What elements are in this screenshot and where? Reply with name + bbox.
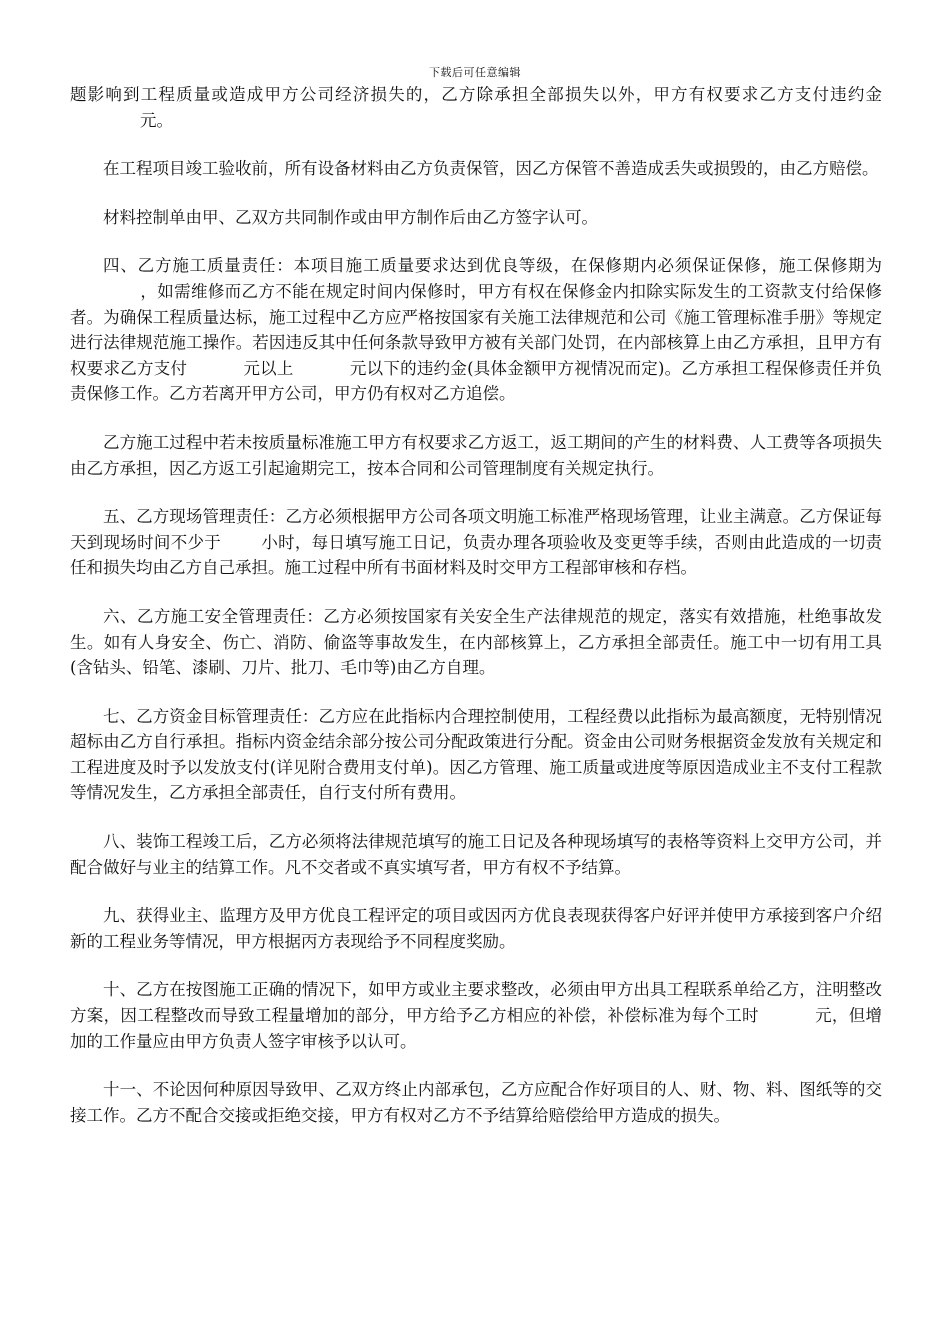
paragraph-rework: 乙方施工过程中若未按质量标准施工甲方有权要求乙方返工，返工期间的产生的材料费、人工费等各项损失由乙方承担，因乙方返工引起逾期完工，按本合同和公司管理制度有关规定执行。 xyxy=(70,432,882,478)
paragraph-text: 元，但增加的工作量应由甲方负责人签字审核予以认可。 xyxy=(70,1006,883,1051)
paragraph-text: 五、乙方现场管理责任：乙方必须根据甲方公司各项文明施工标准严格现场管理，让业主满意。乙方保证每天到现场时间不少于 xyxy=(70,507,882,552)
paragraph-rectification xyxy=(70,977,882,1054)
paragraph-quality-responsibility xyxy=(70,253,882,407)
paragraph-termination: 十一、不论因何种原因导致甲、乙双方终止内部承包，乙方应配合作好项目的人、财、物、料、图纸等的交接工作。乙方不配合交接或拒绝交接，甲方有权对乙方不予结算给赔偿给甲方造成的损失。 xyxy=(70,1080,882,1125)
paragraph-funds-management: 七、乙方资金目标管理责任：乙方应在此指标内合理控制使用，工程经费以此指标为最高额度，无特别情况超标由乙方自行承担。指标内资金结余部分按公司分配政策进行分配。资金由公司财务根据资金发放有关规定和工程进度及时予以发放支付(详见附合费用支付单)。因乙方管理、施工质量或进度等原因造成业主不支付工程款等情况发生，乙方承担全部责任，自行支付所有费用。 xyxy=(70,706,882,803)
page-header-note: 下载后可任意编辑 xyxy=(429,66,521,79)
paragraph-material-control: 材料控制单由甲、乙双方共同制作或由甲方制作后由乙方签字认可。 xyxy=(103,207,598,227)
paragraph-text: 元以下的违约金(具体金额甲方视情况而定)。乙方承担工程保修责任并负责保修工作。乙方若离开甲方公司，甲方仍有权对乙方追偿。 xyxy=(70,358,883,404)
document-body xyxy=(70,82,882,1151)
paragraph-text: 四、乙方施工质量责任：本项目施工质量要求达到优良等级，在保修期内必须保证保修，施工保修期为 xyxy=(103,256,882,276)
paragraph-text: 小时，每日填写施工日记，负责办理各项验收及变更等手续，否则由此造成的一切责任和损失均由乙方自己承担。施工过程中所有书面材料及时交甲方工程部审核和存档。 xyxy=(70,532,883,578)
paragraph-safety-management: 六、乙方施工安全管理责任：乙方必须按国家有关安全生产法律规范的规定，落实有效措施，杜绝事故发生。如有人身安全、伤亡、消防、偷盗等事故发生，在内部核算上，乙方承担全部责任。施工中一切有用工具(含钻头、铅笔、漆刷、刀片、批刀、毛巾等)由乙方自理。 xyxy=(70,606,882,678)
paragraph-text: 十、乙方在按图施工正确的情况下，如甲方或业主要求整改，必须由甲方出具工程联系单给乙方，注明整改方案，因工程整改而导致工程量增加的部分，甲方给予乙方相应的补偿，补偿标准为每个工时 xyxy=(70,980,882,1026)
paragraph-completion: 八、装饰工程竣工后，乙方必须将法律规范填写的施工日记及各种现场填写的表格等资料上交甲方公司，并配合做好与业主的结算工作。凡不交者或不真实填写者，甲方有权不予结算。 xyxy=(70,832,882,877)
paragraph-text: 元。 xyxy=(140,110,173,130)
paragraph-site-management xyxy=(70,504,882,581)
paragraph-text: 题影响到工程质量或造成甲方公司经济损失的，乙方除承担全部损失以外，甲方有权要求乙方支付违约金 xyxy=(70,85,882,104)
paragraph-penalty-continuation xyxy=(70,82,882,133)
paragraph-material-custody: 在工程项目竣工验收前，所有设备材料由乙方负责保管，因乙方保管不善造成丢失或损毁的，由乙方赔偿。 xyxy=(103,159,879,179)
paragraph-text: ，如需维修而乙方不能在规定时间内保修时，甲方有权在保修金内扣除实际发生的工资款支付给保修者。为确保工程质量达标，施工过程中乙方应严格按国家有关施工法律规范和公司《施工管理标准手册》等规定进行法律规范施工操作。若因违反其中任何条款导致甲方被有关部门处罚，在内部核算上由乙方承担，且甲方有权要求乙方支付 xyxy=(70,281,882,378)
paragraph-text: 元以上 xyxy=(243,358,294,378)
paragraph-rewards: 九、获得业主、监理方及甲方优良工程评定的项目或因丙方优良表现获得客户好评并使甲方承接到客户介绍新的工程业务等情况，甲方根据丙方表现给予不同程度奖励。 xyxy=(70,906,882,951)
